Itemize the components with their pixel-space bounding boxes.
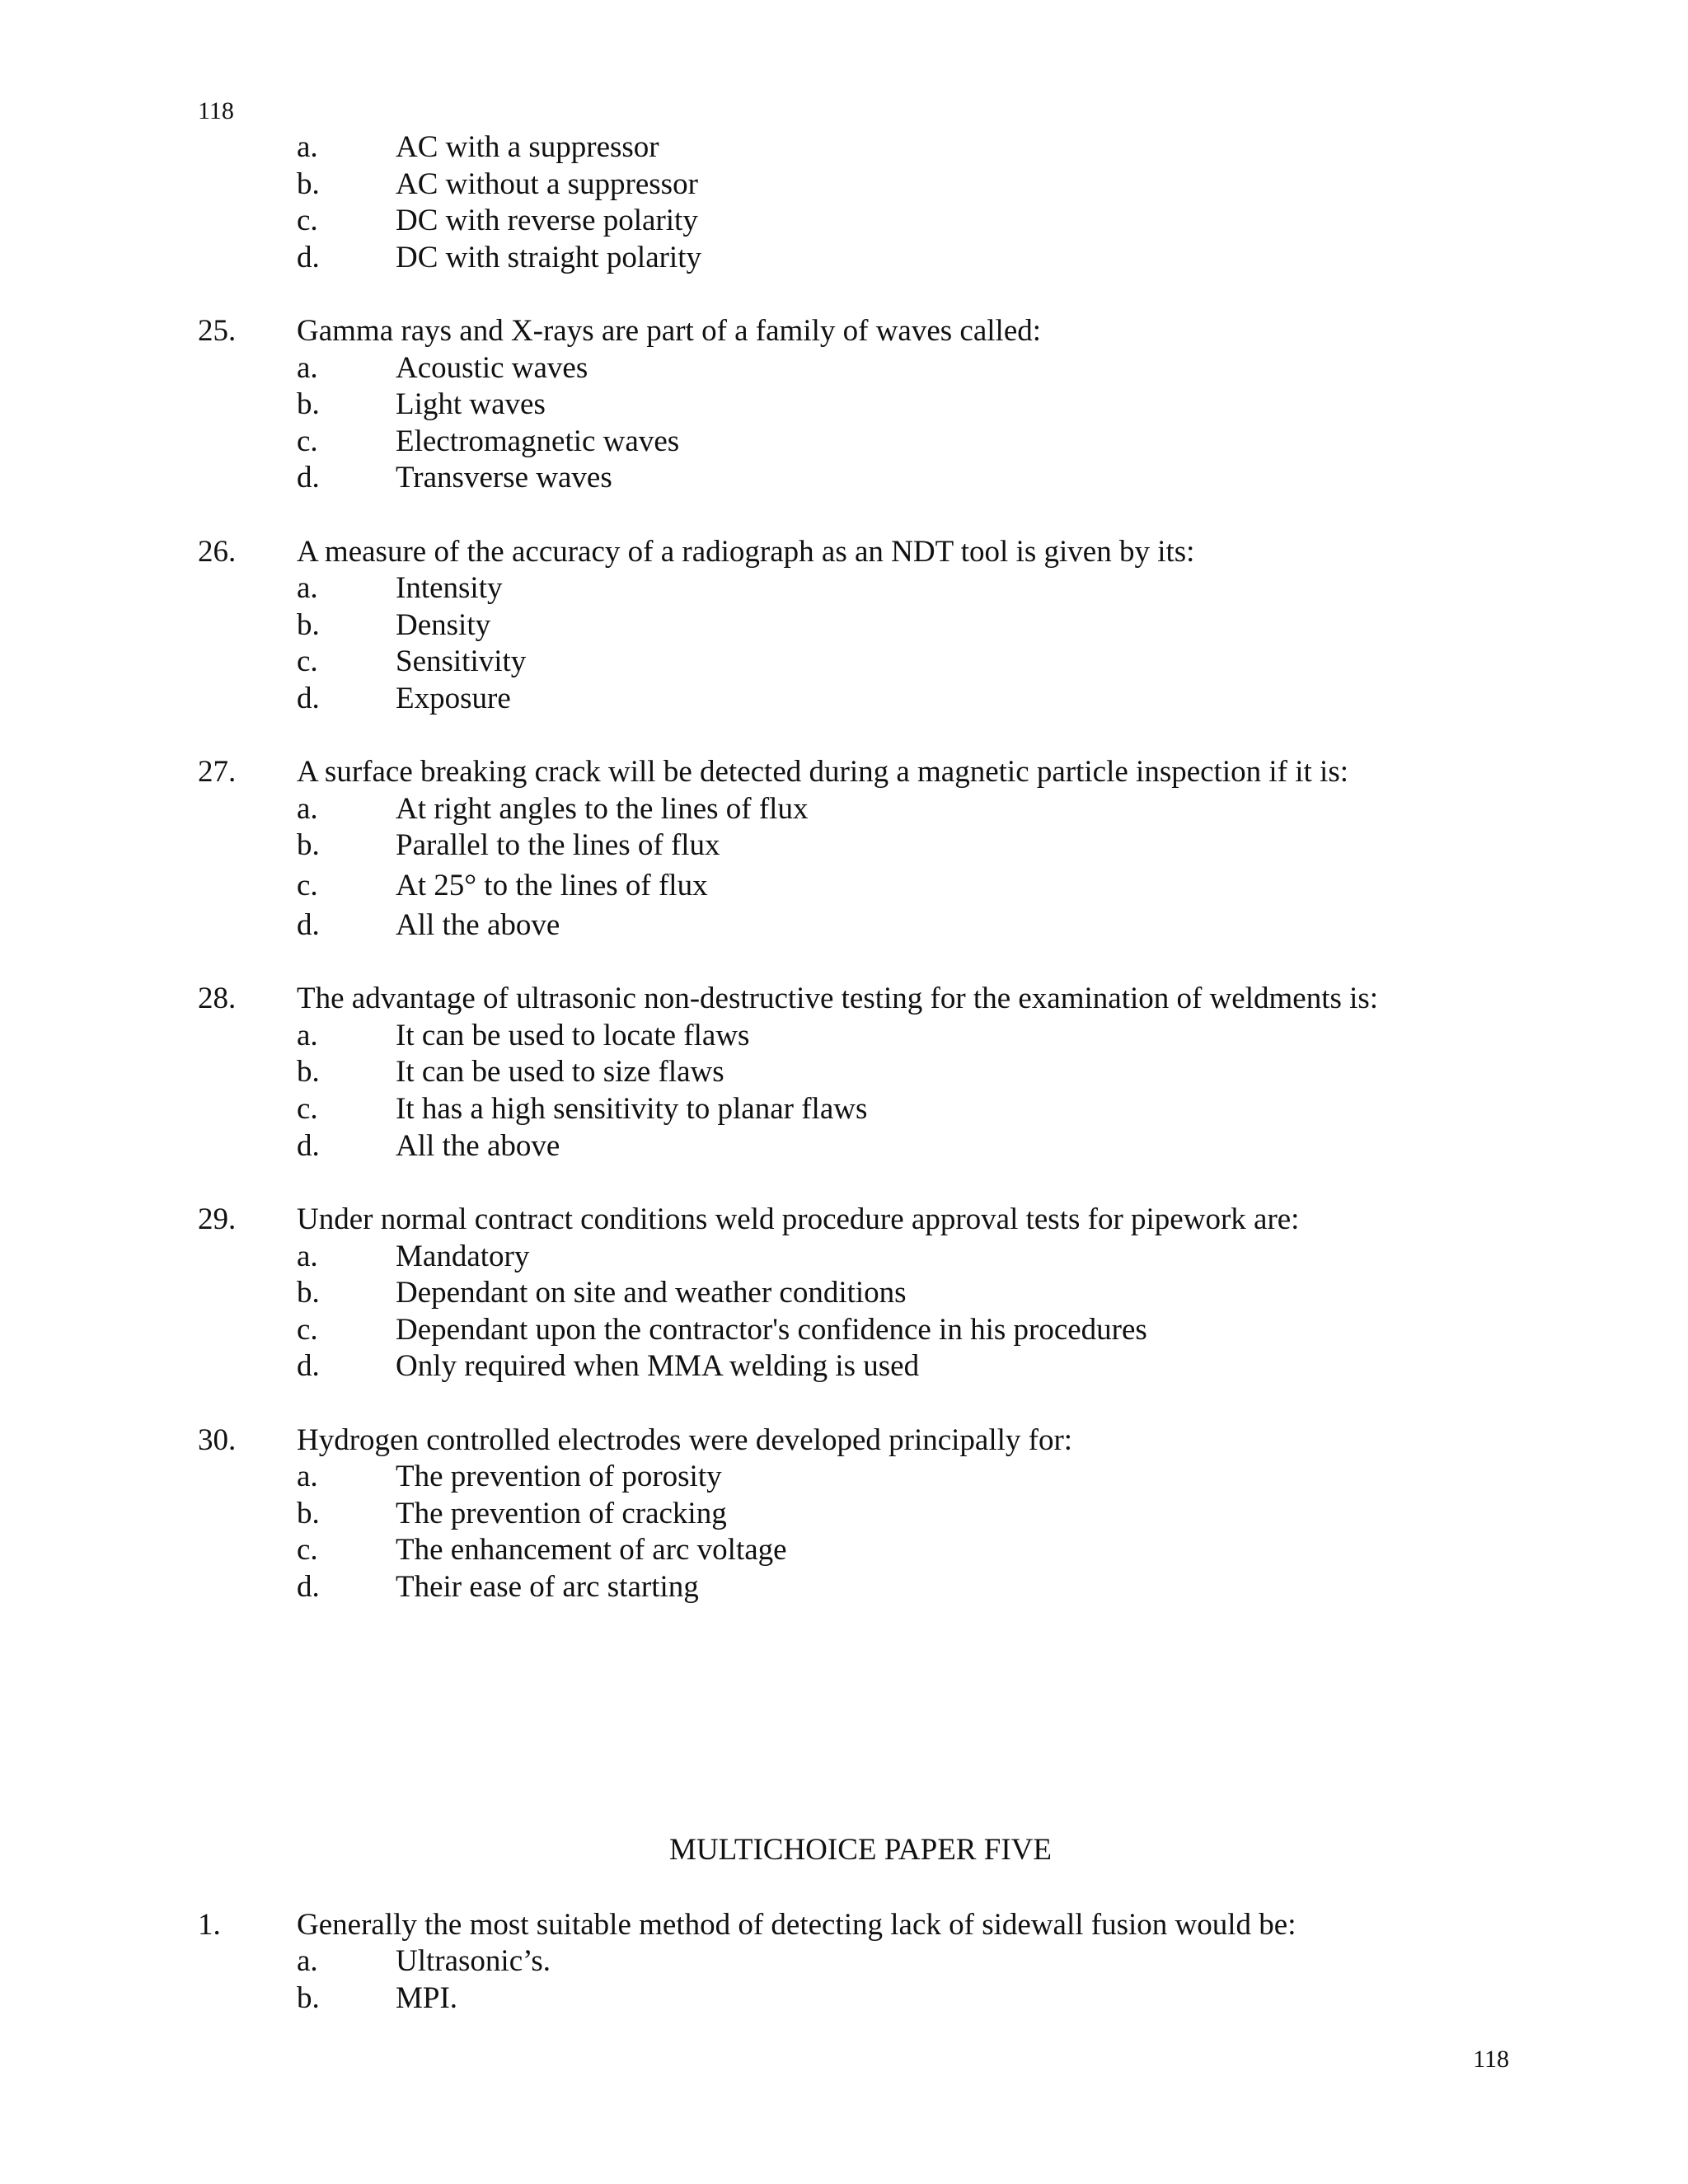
option-letter: c. (297, 1313, 318, 1347)
option-text: It can be used to size flaws (396, 1055, 724, 1089)
option-text: Mandatory (396, 1240, 530, 1273)
option-letter: c. (297, 1533, 318, 1567)
option-letter: b. (297, 1981, 320, 2015)
option-text: All the above (396, 1129, 560, 1163)
option-letter: b. (297, 1276, 320, 1310)
page-number-bottom: 118 (1473, 2046, 1509, 2073)
option-text: Ultrasonic’s. (396, 1944, 551, 1978)
question-number: 28. (198, 982, 237, 1015)
option-letter: d. (297, 1129, 320, 1163)
option-text: Their ease of arc starting (396, 1570, 699, 1604)
page-number-top: 118 (198, 97, 234, 124)
question-text: Under normal contract conditions weld procedure approval tests for pipework are: (297, 1202, 1300, 1236)
option-text: The enhancement of arc voltage (396, 1533, 787, 1567)
option-text: Exposure (396, 682, 511, 715)
question-number: 27. (198, 755, 237, 789)
option-text: Intensity (396, 571, 503, 605)
option-text: AC with a suppressor (396, 130, 659, 164)
option-text: MPI. (396, 1981, 458, 2015)
option-text: All the above (396, 908, 560, 942)
option-text: Only required when MMA welding is used (396, 1349, 920, 1383)
question-text: Generally the most suitable method of detecting lack of sidewall fusion would be: (297, 1908, 1296, 1942)
option-letter: a. (297, 1460, 318, 1493)
question-number: 25. (198, 314, 237, 348)
option-text: Light waves (396, 387, 546, 421)
option-letter: a. (297, 1240, 318, 1273)
option-text: It has a high sensitivity to planar flaws (396, 1092, 868, 1126)
question-number: 26. (198, 535, 237, 569)
option-letter: d. (297, 682, 320, 715)
question-text: A measure of the accuracy of a radiograph as an NDT tool is given by its: (297, 535, 1195, 569)
option-letter: c. (297, 1092, 318, 1126)
question-text: A surface breaking crack will be detected during a magnetic particle inspection if it is: (297, 755, 1349, 789)
option-text: AC without a suppressor (396, 167, 698, 201)
option-text: DC with straight polarity (396, 241, 701, 274)
option-text: Dependant on site and weather conditions (396, 1276, 907, 1310)
option-letter: c. (297, 869, 318, 902)
option-text: Transverse waves (396, 461, 612, 494)
option-text: At 25° to the lines of flux (396, 869, 708, 902)
option-letter: b. (297, 1497, 320, 1530)
option-text: Acoustic waves (396, 351, 588, 385)
option-text: At right angles to the lines of flux (396, 792, 809, 826)
option-text: DC with reverse polarity (396, 204, 698, 237)
option-letter: a. (297, 792, 318, 826)
question-text: Gamma rays and X-rays are part of a family of waves called: (297, 314, 1042, 348)
option-text: Sensitivity (396, 644, 527, 678)
option-letter: b. (297, 387, 320, 421)
option-text: Density (396, 608, 491, 642)
option-text: The prevention of cracking (396, 1497, 727, 1530)
option-letter: b. (297, 608, 320, 642)
section-title: MULTICHOICE PAPER FIVE (669, 1833, 1052, 1867)
question-text: Hydrogen controlled electrodes were developed principally for: (297, 1423, 1073, 1457)
question-text: The advantage of ultrasonic non-destructive testing for the examination of weldments is: (297, 982, 1379, 1015)
option-letter: d. (297, 908, 320, 942)
option-text: The prevention of porosity (396, 1460, 722, 1493)
option-letter: a. (297, 571, 318, 605)
question-number: 1. (198, 1908, 221, 1942)
question-number: 29. (198, 1202, 237, 1236)
option-letter: d. (297, 241, 320, 274)
option-letter: b. (297, 1055, 320, 1089)
option-letter: a. (297, 351, 318, 385)
option-letter: b. (297, 167, 320, 201)
option-letter: c. (297, 424, 318, 458)
option-letter: c. (297, 204, 318, 237)
option-letter: d. (297, 1349, 320, 1383)
option-letter: c. (297, 644, 318, 678)
option-text: Electromagnetic waves (396, 424, 680, 458)
option-letter: a. (297, 130, 318, 164)
option-letter: d. (297, 1570, 320, 1604)
option-letter: a. (297, 1944, 318, 1978)
question-number: 30. (198, 1423, 237, 1457)
option-text: It can be used to locate flaws (396, 1019, 750, 1052)
option-letter: b. (297, 828, 320, 862)
option-text: Parallel to the lines of flux (396, 828, 720, 862)
option-letter: a. (297, 1019, 318, 1052)
option-text: Dependant upon the contractor's confidence in his procedures (396, 1313, 1147, 1347)
option-letter: d. (297, 461, 320, 494)
